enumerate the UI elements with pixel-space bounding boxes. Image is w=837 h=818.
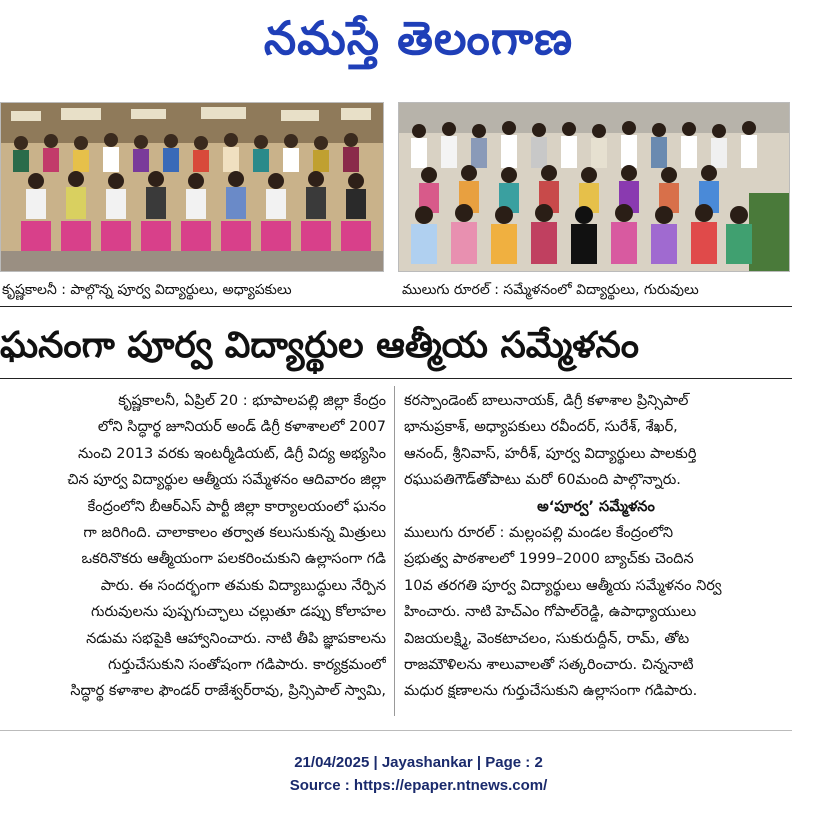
article-line: కేంద్రంలోని బీఆర్ఎస్ పార్టీ జిల్లా కార్యాలయంలో ఘనం [87, 498, 386, 515]
article-line: కృష్ణకాలనీ, ఏప్రిల్ 20 : భూపాలపల్లి జిల్లా కేంద్రం [118, 393, 386, 409]
article-line: గుర్తుచేసుకుని సంతోషంగా గడిపారు. కార్యక్రమంలో [108, 657, 386, 674]
article-line: ప్రభుత్వ పాఠశాలలో 1999–2000 బ్యాచ్‌కు చెందిన [404, 551, 694, 568]
column-divider [394, 386, 395, 716]
article-line: నుంచి 2013 వరకు ఇంటర్మీడియట్, డిగ్రీ విద్య అభ్యసిం [78, 445, 386, 462]
article-line: సిద్ధార్థ కళాశాల ఫౌండర్ రాజేశ్వర్‌రావు, ప్రిన్సిపాల్ స్వామి, [70, 683, 386, 700]
article-subheading: అ‘పూర్వ’ సమ్మేళనం [537, 498, 655, 515]
article-line: విజయలక్ష్మి, వెంకటాచలం, సుకురుద్దీన్, రామ్, తోట [404, 630, 690, 647]
article-line: చిన పూర్వ విద్యార్థుల ఆత్మీయ సమ్మేళనం ఆదివారం జిల్లా [67, 472, 386, 489]
article-headline: ఘనంగా పూర్వ విద్యార్థుల ఆత్మీయ సమ్మేళనం [0, 325, 640, 366]
article-line: 10వ తరగతి పూర్వ విద్యార్థులు ఆత్మీయ సమ్మేళనం నిర్వ [404, 577, 722, 594]
left-group-photo [0, 102, 384, 272]
newspaper-masthead [0, 6, 837, 70]
article-line: లోని సిద్ధార్థ జూనియర్ అండ్ డిగ్రీ కళాశాలలో 2007 [97, 419, 386, 436]
article-line: గురువులను పుష్పగుచ్ఛాలు చల్లుతూ డప్పు కోలాహల [90, 604, 386, 621]
article-bottom-rule [0, 730, 792, 731]
article-line: హించారు. నాటి హెచ్ఎం గోపాల్‌రెడ్డి, ఉపాధ్యాయులు [404, 604, 697, 621]
article-line: భానుప్రకాశ్, అధ్యాపకులు రవీందర్, సురేశ్, శేఖర్, [404, 419, 678, 436]
left-photo-image [1, 103, 383, 271]
article-line: ములుగు రూరల్ : మల్లంపల్లి మండల కేంద్రంలోని [404, 525, 674, 542]
left-photo-caption: కృష్ణకాలనీ : పాల్గొన్న పూర్వ విద్యార్థులు, అధ్యాపకులు [2, 282, 292, 298]
footer-source-link[interactable]: Source : https://epaper.ntnews.com/ [289, 777, 548, 794]
article-left-column [2, 388, 386, 705]
article-line: పారు. ఈ సందర్భంగా తమకు విద్యాబుద్ధులు నేర్పిన [100, 577, 386, 594]
right-photo-caption: ములుగు రూరల్ : సమ్మేళనంలో విద్యార్థులు, గురువులు [402, 282, 699, 298]
article-line: గా జరిగింది. చాలాకాలం తర్వాత కలుసుకున్న మిత్రులు [83, 525, 386, 542]
article-line: రఘుపతిగౌడ్‌తోపాటు మరో 60మంది పాల్గొన్నారు. [404, 472, 681, 489]
caption-underline [0, 306, 792, 307]
article-line: రాజమౌళిలను శాలువాలతో సత్కరించారు. చిన్ననాటి [404, 657, 694, 674]
article-line: ఒకరినొకరు ఆత్మీయంగా పలకరించుకుని ఉల్లాసంగా గడి [81, 551, 386, 568]
article-line: కరస్పాండెంట్ బాలునాయక్, డిగ్రీ కళాశాల ప్రిన్సిపాల్ [404, 393, 689, 409]
masthead-logo-text: నమస్తే తెలంగాణ [263, 11, 574, 65]
headline-underline [0, 378, 792, 379]
article-line: నడుమ సభపైకి ఆహ్వానించారు. నాటి తీపి జ్ఞాపకాలను [86, 630, 386, 647]
footer-edition-info: 21/04/2025 | Jayashankar | Page : 2 [294, 754, 543, 771]
right-photo-image [399, 103, 789, 271]
article-right-column [404, 388, 788, 705]
article-line: మధుర క్షణాలను గుర్తుచేసుకుని ఉల్లాసంగా గడిపారు. [404, 683, 698, 700]
article-line: ఆనంద్, శ్రీనివాస్, హరీశ్, పూర్వ విద్యార్థులు పాలకుర్తి [404, 445, 697, 462]
right-group-photo [398, 102, 790, 272]
